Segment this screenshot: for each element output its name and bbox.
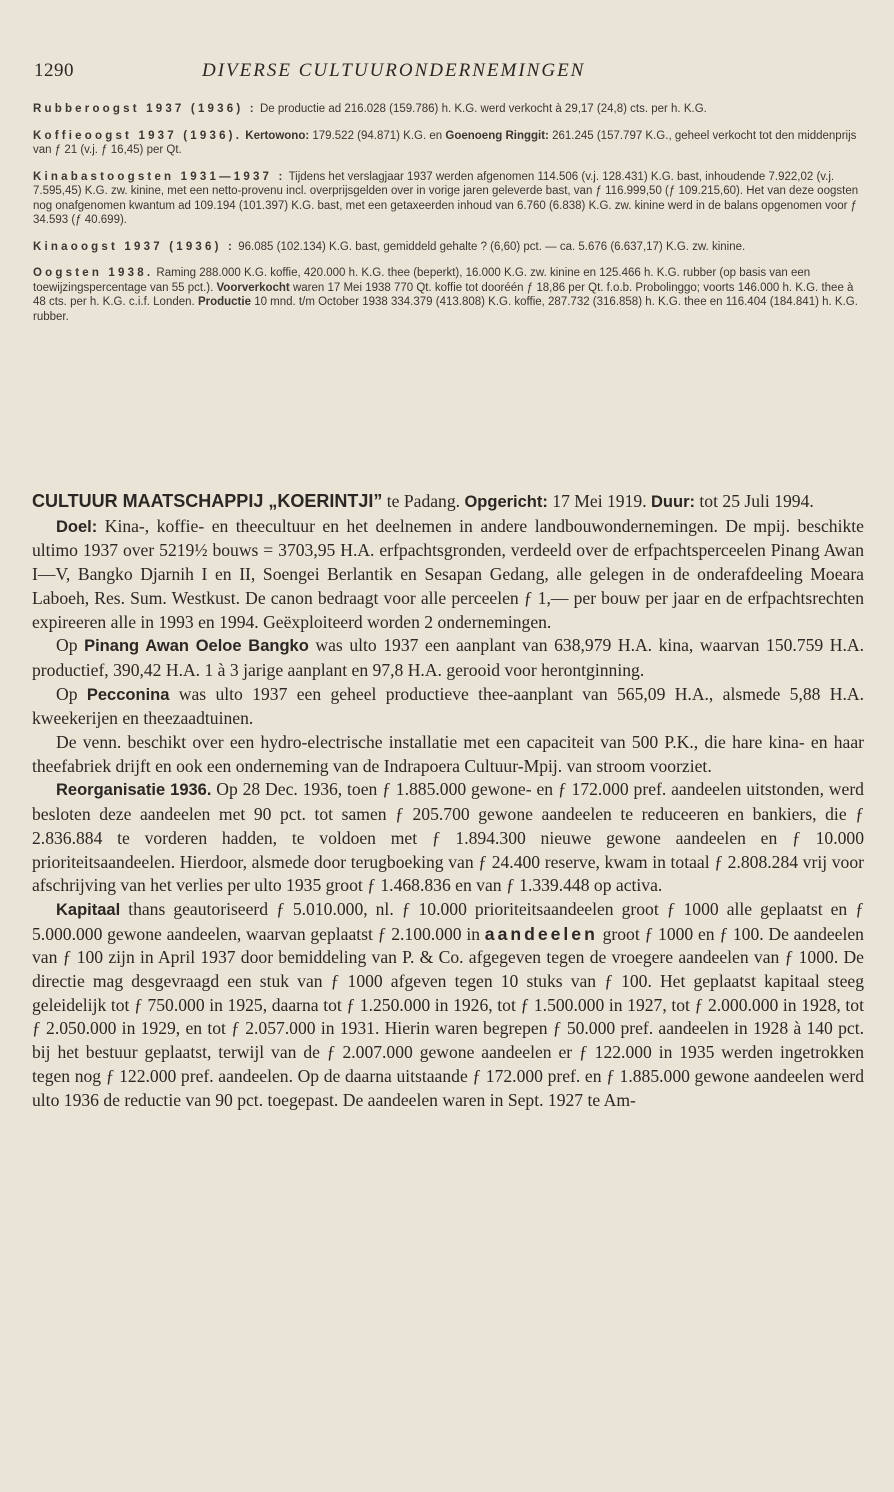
reorganisation-paragraph bbox=[32, 778, 864, 898]
pinang-label: Pinang Awan Oeloe Bangko bbox=[84, 637, 309, 656]
rubber-harvest-text: De productie ad 216.028 (159.786) h. K.G. werd verkocht à 29,17 (24,8) cts. per h. K.G. bbox=[260, 103, 707, 115]
doel-paragraph bbox=[32, 515, 864, 635]
reorganisation-label: Reorganisatie 1936. bbox=[56, 781, 212, 800]
pinang-paragraph bbox=[32, 634, 864, 682]
doel-label: Doel: bbox=[56, 517, 98, 536]
opgericht-label: Opgericht: bbox=[464, 493, 548, 511]
pecconina-text: was ulto 1937 een geheel productieve thee-aanplant van 565,09 H.A., alsmede 5,88 H.A. kweekerijen en theezaadtuinen. bbox=[32, 683, 865, 729]
pinang-prefix: Op bbox=[56, 635, 78, 656]
kapitaal-text-2: groot ƒ 1000 en ƒ 100. De aandeelen van ƒ 100 zijn in April 1937 door bemiddeling van P. & Co. afgegeven tegen de vroegere aandeelen van ƒ 1000. De directie mag desgevraagd een stuk van ƒ 1000 afgeven tegen 10 stuks van ƒ 100. Het geplaatst kapitaal steeg geleidelijk tot ƒ 750.000 in 1925, daarna tot ƒ 1.250.000 in 1926, tot ƒ 1.500.000 in 1927, tot ƒ 2.000.000 in 1928, tot ƒ 2.050.000 in 1929, en tot ƒ 2.057.000 in 1931. Hierin waren begrepen ƒ 50.000 pref. aandeelen in 1928 à 140 pct. bij het bestuur geplaatst, terwijl van de ƒ 2.007.000 gewone aandeelen er ƒ 122.000 in 1935 werden ingetrokken tegen nog ƒ 122.000 pref. aandeelen. Op de daarna uitstaande ƒ 172.000 pref. en ƒ 1.885.000 gewone aandeelen werd ulto 1936 de reductie van 90 pct. toegepast. De aandeelen waren in Sept. 1927 te Am- bbox=[32, 923, 864, 1110]
coffee-harvest-label: Koffieoogst 1937 (1936). bbox=[33, 129, 243, 142]
kapitaal-paragraph bbox=[32, 898, 864, 1112]
kinabast-harvest-paragraph bbox=[33, 170, 865, 228]
kinabast-harvest-text: Tijdens het verslagjaar 1937 werden afgenomen 114.506 (v.j. 128.431) K.G. bast, inhoudende 7.922,02 (v.j. 7.595,45) K.G. zw. kinine, met een netto-provenu incl. overprijsgelden over in vorige jaren geleverde bast, van ƒ 116.999,50 (ƒ 109.215,60). Het van deze oogsten nog onafgenomen kwantum ad 109.194 (101.397) K.G. bast, met een getaxeerden inhoud van 6.760 (6.838) K.G. zw. kinine werd in de balans opgenomen voor ƒ 34.593 (ƒ 40.699). bbox=[33, 170, 859, 226]
kinabast-harvest-label: Kinabastoogsten 1931—1937 : bbox=[33, 170, 286, 183]
kapitaal-text-1: thans geautoriseerd ƒ 5.010.000, nl. ƒ 10.000 prioriteitsaandeelen groot ƒ 1000 alle geplaatst en ƒ 5.000.000 gewone aandeelen, waarvan geplaatst ƒ 2.100.000 in bbox=[32, 898, 864, 944]
kapitaal-label: Kapitaal bbox=[56, 900, 121, 919]
pinang-text: was ulto 1937 een aanplant van 638,979 H.A. kina, waarvan 150.759 H.A. productief, 390,42 H.A. 1 à 3 jarige aanplant en 97,8 H.A. gerooid voor herontginning. bbox=[32, 635, 865, 680]
kina-harvest-label: Kinaoogst 1937 (1936) : bbox=[33, 240, 236, 253]
company-location: te Padang. bbox=[386, 491, 461, 511]
rubber-harvest-paragraph bbox=[33, 102, 865, 117]
voorverkocht-label: Voorverkocht bbox=[216, 281, 290, 294]
harvest-1938-label: Oogsten 1938. bbox=[33, 267, 154, 279]
page-number: 1290 bbox=[34, 60, 74, 81]
company-entry bbox=[32, 490, 864, 1112]
goenoeng-label: Goenoeng Ringgit: bbox=[445, 129, 549, 142]
coffee-harvest-paragraph bbox=[33, 129, 865, 158]
pecconina-paragraph bbox=[32, 683, 864, 731]
page-header bbox=[34, 60, 854, 84]
running-title: DIVERSE CULTUURONDERNEMINGEN bbox=[202, 60, 586, 81]
doel-text: Kina-, koffie- en theecultuur en het deelnemen in andere landbouwondernemingen. De mpij. beschikte ultimo 1937 over 5219½ bouws = 3703,95 H.A. erfpachtsgronden, verdeeld over de erfpachtsperceelen Pinang Awan I—V, Bangko Djarnih I en II, Soengei Berlantik en Sesapan Gedang, alle gelegen in de onderafdeeling Moeara Laboeh, Res. Sum. Westkust. De canon bedraagt voor alle perceelen ƒ 1,— per bouw per jaar en de erfpachtsrechten expireeren alle in 1993 en 1994. Geëxploiteerd worden 2 ondernemingen. bbox=[32, 515, 864, 632]
productie-text: 10 mnd. t/m October 1938 334.379 (413.808) K.G. koffie, 287.732 (316.858) h. K.G. thee en 116.404 (184.841) h. K.G. rubber. bbox=[33, 296, 858, 323]
duur-label: Duur: bbox=[651, 493, 696, 511]
goenoeng-text: 261.245 (157.797 K.G., geheel verkocht tot den middenprijs van ƒ 21 (v.j. ƒ 16,45) per Qt. bbox=[33, 129, 857, 156]
kertowono-text: 179.522 (94.871) K.G. en bbox=[312, 129, 443, 142]
reorganisation-text: Op 28 Dec. 1936, toen ƒ 1.885.000 gewone- en ƒ 172.000 pref. aandeelen uitstonden, werd besloten deze aandeelen met 90 pct. tot samen ƒ 205.700 gewone aandeelen te reduceeren en bankiers, die ƒ 2.836.884 te vorderen hadden, te voldoen met ƒ 1.894.300 nieuwe gewone aandeelen en ƒ 10.000 prioriteitsaandeelen. Hierdoor, alsmede door terugboeking van ƒ 24.400 reserve, kwam in totaal ƒ 2.808.284 vrij voor afschrijving van het verlies per ulto 1935 groot ƒ 1.468.836 en van ƒ 1.339.448 op activa. bbox=[32, 779, 864, 896]
company-heading-paragraph bbox=[32, 490, 864, 515]
pecconina-label: Pecconina bbox=[86, 685, 170, 704]
opgericht-value: 17 Mei 1919. bbox=[552, 491, 647, 511]
rubber-harvest-label: Rubberoogst 1937 (1936) : bbox=[33, 103, 257, 115]
kina-harvest-paragraph bbox=[33, 240, 865, 255]
harvest-1938-text: Raming 288.000 K.G. koffie, 420.000 h. K.G. thee (beperkt), 16.000 K.G. zw. kinine en 125.466 h. K.G. rubber (op basis van een toewijzingspercentage van 55 pct.). bbox=[33, 267, 811, 294]
pecconina-prefix: Op bbox=[56, 683, 78, 704]
productie-label: Productie bbox=[197, 296, 251, 308]
harvest-1938-paragraph bbox=[33, 266, 865, 324]
kertowono-label: Kertowono: bbox=[245, 129, 310, 142]
previous-company-section bbox=[33, 102, 865, 336]
duur-value: tot 25 Juli 1994. bbox=[699, 491, 814, 511]
kina-harvest-text: 96.085 (102.134) K.G. bast, gemiddeld gehalte ? (6,60) pct. — ca. 5.676 (6.637,17) K.G. zw. kinine. bbox=[238, 240, 746, 253]
company-name: CULTUUR MAATSCHAPPIJ „KOERINTJI” bbox=[32, 491, 383, 511]
venn-paragraph: De venn. beschikt over een hydro-electrische installatie met een capaciteit van 500 P.K., die hare kina- en haar theefabriek drijft en ook een onderneming van de Indrapoera Cultuur-Mpij. van stroom voorziet. bbox=[32, 732, 864, 776]
aandeelen-word: aandeelen bbox=[484, 923, 598, 944]
voorverkocht-text: waren 17 Mei 1938 770 Qt. koffie tot dooréén ƒ 18,86 per Qt. f.o.b. Probolinggo; voorts 146.000 h. K.G. thee à 48 cts. per h. K.G. c.i.f. Londen. bbox=[33, 281, 854, 308]
